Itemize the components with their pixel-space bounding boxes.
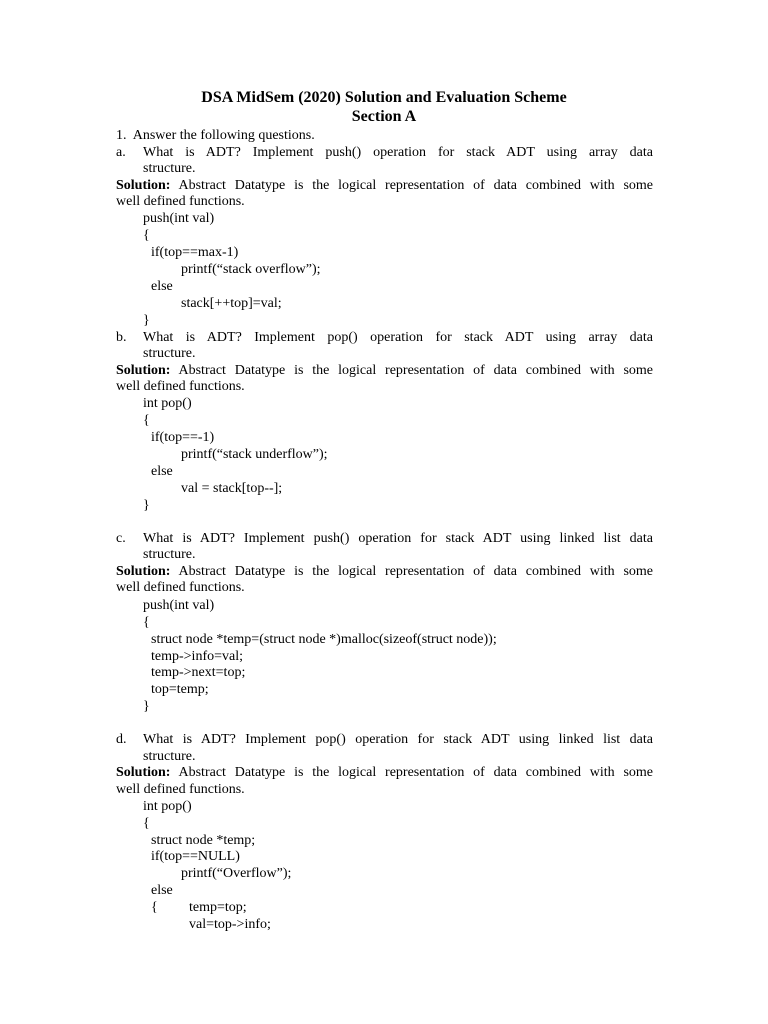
code-line: if(top==-1) [151,430,215,445]
code-line: } [143,313,150,328]
code-line: push(int val) [143,211,215,226]
code-line: push(int val) [143,598,215,613]
section-heading: Section A [351,108,417,125]
code-line: top=temp; [151,682,209,697]
code-line: int pop() [143,799,192,814]
part-b-solution [116,362,653,379]
part-c-question-cont: structure. [143,547,196,562]
code-line: temp->info=val; [151,649,243,664]
part-d-letter: d. [116,732,127,747]
code-line: struct node *temp=(struct node *)malloc(sizeof(struct node)); [151,632,497,647]
code-line: printf(“stack underflow”); [181,447,328,462]
code-line: val=top->info; [189,917,271,932]
part-b-question-cont: structure. [143,346,196,361]
code-line: else [151,279,173,294]
part-c-question: What is ADT? Implement push() operation for stack ADT using linked list data [143,531,653,546]
part-a-letter: a. [116,145,126,160]
code-line: } [143,498,150,513]
code-line: { [143,413,150,428]
part-a-solution [116,177,653,194]
part-b-solution-text: Abstract Datatype is the logical representation of data combined with some [170,363,653,378]
code-line: stack[++top]=val; [181,296,282,311]
code-line: { [143,615,150,630]
part-c-solution-cont: well defined functions. [116,580,245,595]
code-line: temp=top; [189,900,247,915]
solution-label: Solution: [116,564,171,579]
part-a-question-cont: structure. [143,161,196,176]
part-b-question: What is ADT? Implement pop() operation for stack ADT using array data [143,330,653,345]
part-c-letter: c. [116,531,126,546]
part-a-solution-cont: well defined functions. [116,194,245,209]
document-title: DSA MidSem (2020) Solution and Evaluation Scheme [201,89,567,106]
question-intro: 1. Answer the following questions. [116,128,315,143]
code-line: { [143,816,150,831]
code-line: { [143,228,150,243]
code-line: if(top==NULL) [151,849,240,864]
code-line: else [151,883,173,898]
code-line: val = stack[top--]; [181,481,283,496]
part-d-solution [116,764,653,781]
code-line: if(top==max-1) [151,245,239,260]
solution-label: Solution: [116,765,171,780]
code-line: } [143,699,150,714]
part-a-solution-text: Abstract Datatype is the logical representation of data combined with some [170,178,653,193]
code-line: printf(“stack overflow”); [181,262,321,277]
part-b-letter: b. [116,330,127,345]
part-d-solution-cont: well defined functions. [116,782,245,797]
code-line: else [151,464,173,479]
code-line: struct node *temp; [151,833,256,848]
code-line: printf(“Overflow”); [181,866,292,881]
part-c-solution [116,563,653,580]
code-line: { [151,900,158,915]
code-line: temp->next=top; [151,665,246,680]
part-d-question-cont: structure. [143,749,196,764]
solution-label: Solution: [116,178,171,193]
part-d-solution-text: Abstract Datatype is the logical representation of data combined with some [170,765,653,780]
part-b-solution-cont: well defined functions. [116,379,245,394]
part-a-question: What is ADT? Implement push() operation for stack ADT using array data [143,145,653,160]
code-line: int pop() [143,396,192,411]
part-d-question: What is ADT? Implement pop() operation for stack ADT using linked list data [143,732,653,747]
solution-label: Solution: [116,363,171,378]
part-c-solution-text: Abstract Datatype is the logical representation of data combined with some [170,564,653,579]
